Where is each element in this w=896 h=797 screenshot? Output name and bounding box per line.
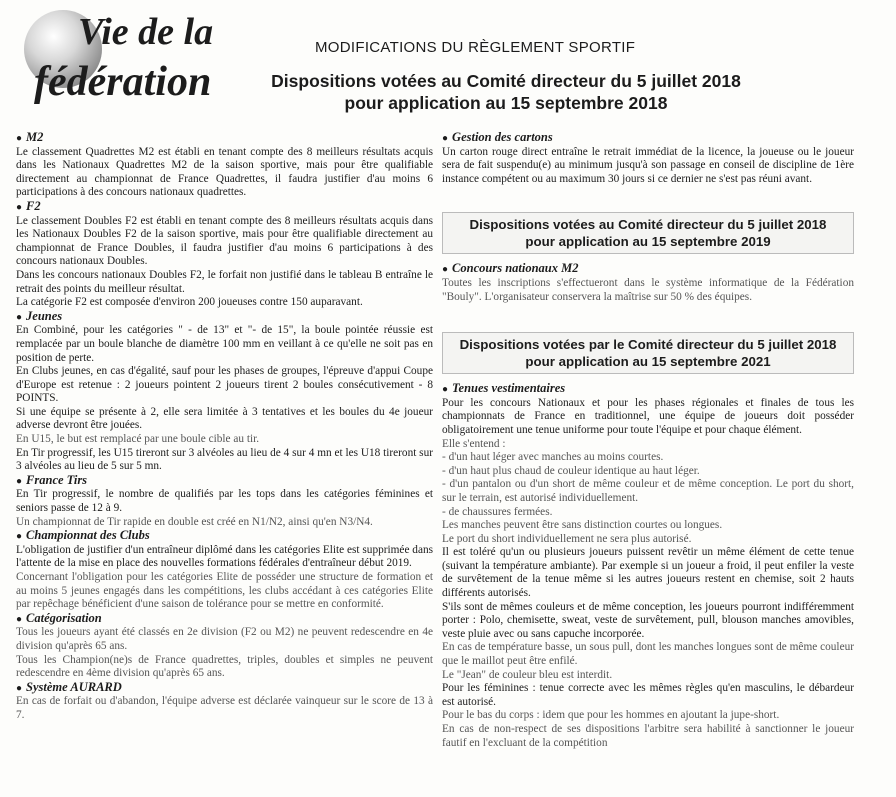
paragraph: Si une équipe se présente à 2, elle sera limitée à 3 tentatives et les boules du 4e joueur adverse devront être jouées. bbox=[16, 405, 433, 432]
bullet-icon: ● bbox=[442, 384, 449, 396]
page-supertitle: MODIFICATIONS DU RÈGLEMENT SPORTIF bbox=[315, 39, 636, 56]
paragraph: La catégorie F2 est composée d'environ 200 joueuses contre 150 auparavant. bbox=[16, 296, 363, 309]
section-f2 bbox=[16, 200, 433, 310]
headline-line-1: Dispositions votées au Comité directeur du 5 juillet 2018 bbox=[271, 71, 741, 91]
bullet-icon: ● bbox=[16, 613, 23, 625]
bullet-icon: ● bbox=[16, 682, 23, 694]
federation-logo bbox=[8, 2, 214, 120]
section-title: F2 bbox=[26, 198, 41, 213]
bullet-icon: ● bbox=[442, 133, 449, 144]
section-france-tirs bbox=[16, 474, 433, 529]
paragraph: Le classement Quadrettes M2 est établi en tenant compte des 8 meilleurs résultats acquis dans les Nationaux Quadrettes M2 de la saison sportive, mais pour être qualifiable directement au championnat de France Quadrettes, il faudra justifier d'au moins 6 participations à des concours nationaux quadrettes. bbox=[16, 145, 433, 199]
section-jeunes bbox=[16, 310, 433, 474]
bullet-icon: ● bbox=[16, 311, 23, 323]
paragraph: Le classement Doubles F2 est établi en tenant compte des 8 meilleurs résultats acquis dans les Nationaux Doubles F2 de la saison sportive, mais pour être qualifiable directement au championnat de France Doubles, il faudra justifier d'au moins 6 participations à des concours nationaux Doubles. bbox=[16, 214, 433, 268]
box-line-2: pour application au 15 septembre 2021 bbox=[525, 354, 771, 370]
section-title: Concours nationaux M2 bbox=[452, 261, 579, 276]
paragraph: En Tir progressif, les U15 tireront sur 3 alvéoles au lieu de 4 sur 4 mn et les U18 tireront sur 3 alvéoles au lieu de 5 sur 5 mn. bbox=[16, 446, 433, 473]
dispositions-box-2019 bbox=[442, 212, 854, 254]
paragraph: Tous les Champion(ne)s de France quadrettes, triples, doubles et simples ne peuvent redescendre en 4ème division qu'après 65 ans. bbox=[16, 653, 433, 680]
paragraph: Le port du short individuellement ne sera plus autorisé. bbox=[442, 532, 692, 545]
section-categorisation bbox=[16, 612, 433, 681]
section-title: Gestion des cartons bbox=[452, 130, 553, 144]
list-item: - d'un pantalon ou d'un short de même couleur et de même conception. Le port du short, sur le terrain, est autorisé individuellement. bbox=[442, 478, 854, 504]
section-m2 bbox=[16, 131, 433, 200]
paragraph: Un carton rouge direct entraîne le retrait immédiat de la licence, la joueuse ou le joueur sera de fait suspendu(e) au minimum jusqu'à son passage en conseil de discipline de 1ère instance compétent ou au maximum 30 jours si ce dernier ne s'est pas réuni avant. bbox=[442, 145, 854, 185]
paragraph: Dans les concours nationaux Doubles F2, le forfait non justifié dans le tableau B entraîne le retrait des points du meilleur résultat. bbox=[16, 268, 433, 295]
paragraph: Pour les concours Nationaux et pour les phases régionales et finales de tous les championnats de France en traditionnel, une équipe de joueurs doit posséder obligatoirement une tenue uniforme pour toute l'équipe et pour chaque élément. bbox=[442, 396, 854, 436]
bullet-icon: ● bbox=[16, 201, 23, 213]
section-title: Jeunes bbox=[26, 308, 63, 323]
left-column bbox=[16, 131, 433, 723]
paragraph: En U15, le but est remplacé par une boule cible au tir. bbox=[16, 433, 260, 446]
paragraph: En Clubs jeunes, en cas d'égalité, sauf pour les phases de groupes, l'épreuve d'appui Coupe d'Europe est retenue : 2 joueurs pointent 2 joueurs tirent 2 boules consécutivement - 8 POINTS. bbox=[16, 365, 433, 405]
box-line-1: Dispositions votées par le Comité directeur du 5 juillet 2018 bbox=[459, 337, 837, 353]
right-column bbox=[442, 131, 854, 750]
paragraph: En cas de température basse, un sous pull, dont les manches longues sont de même couleur que le maillot peut être enfilé. bbox=[442, 641, 854, 668]
paragraph: Un championnat de Tir rapide en double est créé en N1/N2, ainsi qu'en N3/N4. bbox=[16, 515, 373, 528]
paragraph: Les manches peuvent être sans distinction courtes ou longues. bbox=[442, 519, 723, 532]
section-gestion-cartons bbox=[442, 131, 854, 186]
section-title: Catégorisation bbox=[26, 610, 102, 625]
section-championnat-clubs bbox=[16, 529, 433, 612]
box-line-2: pour application au 15 septembre 2019 bbox=[525, 234, 771, 250]
section-title: Système AURARD bbox=[26, 679, 122, 694]
headline-line-2: pour application au 15 septembre 2018 bbox=[344, 93, 668, 113]
paragraph: Elle s'entend : bbox=[442, 437, 506, 450]
section-title: Tenues vestimentaires bbox=[452, 381, 566, 396]
paragraph: En Combiné, pour les catégories " - de 13" et "- de 15", la boule pointée réussie est remplacée par un boule blanche de diamètre 100 mm en veillant à ce qu'elle ne soit pas en position de perte. bbox=[16, 324, 433, 364]
dispositions-box-2021 bbox=[442, 332, 854, 374]
paragraph: Le "Jean" de couleur bleu est interdit. bbox=[442, 668, 613, 681]
section-tenues-vestimentaires bbox=[442, 382, 854, 750]
paragraph: En cas de non-respect de ses dispositions l'arbitre sera habilité à sanctionner le joueur fautif en l'excluant de la compétition bbox=[442, 723, 854, 749]
bullet-icon: ● bbox=[16, 531, 23, 543]
paragraph: Pour les féminines : tenue correcte avec les mêmes règles qu'en masculins, le débardeur est autorisé. bbox=[442, 682, 854, 708]
bullet-icon: ● bbox=[16, 475, 23, 487]
paragraph: L'obligation de justifier d'un entraîneur diplômé dans les catégories Elite est supprimée dans l'attente de la mise en place des nouvelles formations fédérales d'entraîneur début 2019. bbox=[16, 543, 433, 570]
section-title: M2 bbox=[26, 130, 44, 144]
bullet-icon: ● bbox=[442, 264, 449, 276]
section-title: Championnat des Clubs bbox=[26, 528, 150, 543]
paragraph: Tous les joueurs ayant été classés en 2e division (F2 ou M2) ne peuvent redescendre en 4e division qu'après 65 ans. bbox=[16, 626, 433, 652]
box-line-1: Dispositions votées au Comité directeur du 5 juillet 2018 bbox=[469, 217, 827, 233]
paragraph: Il est toléré qu'un ou plusieurs joueurs puissent revêtir un même élément de cette tenue (suivant la température ambiante). Par exemple si un joueur a froid, il peut enfiler la veste de survêtement de la tenue même si les autres joueurs restent en chemise, soit 2 hauts différents autorisés. bbox=[442, 546, 854, 600]
list-item: - de chaussures fermées. bbox=[442, 505, 553, 518]
section-concours-nationaux-m2 bbox=[442, 262, 854, 304]
logo-line-2: fédération bbox=[34, 59, 212, 105]
paragraph: En cas de forfait ou d'abandon, l'équipe adverse est déclarée vainqueur sur le score de 13 à 7. bbox=[16, 695, 433, 721]
page-headline bbox=[206, 70, 806, 114]
section-systeme-aurard bbox=[16, 681, 433, 723]
paragraph: Concernant l'obligation pour les catégories Elite de posséder une structure de formation et au moins 5 jeunes engagés dans les compétitions, les clubs accédant à ces catégories Elite par repêchage bénéficient d'une saison de tolérance pour se mettre en conformité. bbox=[16, 571, 433, 611]
list-item: - d'un haut plus chaud de couleur identique au haut léger. bbox=[442, 464, 700, 477]
paragraph: Pour le bas du corps : idem que pour les hommes en ajoutant la jupe-short. bbox=[442, 709, 780, 722]
section-title: France Tirs bbox=[26, 472, 88, 487]
paragraph: Toutes les inscriptions s'effectueront dans le système informatique de la Fédération "Bouly". L'organisateur conservera la maîtrise sur 50 % des équipes. bbox=[442, 276, 854, 303]
bullet-icon: ● bbox=[16, 133, 23, 144]
paragraph: En Tir progressif, le nombre de qualifiés par les tops dans les catégories féminines et seniors passe de 12 à 9. bbox=[16, 488, 433, 515]
list-item: - d'un haut léger avec manches au moins courtes. bbox=[442, 451, 664, 464]
logo-line-1: Vie de la bbox=[78, 11, 214, 53]
paragraph: S'ils sont de mêmes couleurs et de même conception, les joueurs pourront indifféremment porter : Polo, chemisette, sweat, veste de survêtement, pull, blouson manches amovibles, veste pluie avec ou sans capuche incorporée. bbox=[442, 600, 854, 640]
